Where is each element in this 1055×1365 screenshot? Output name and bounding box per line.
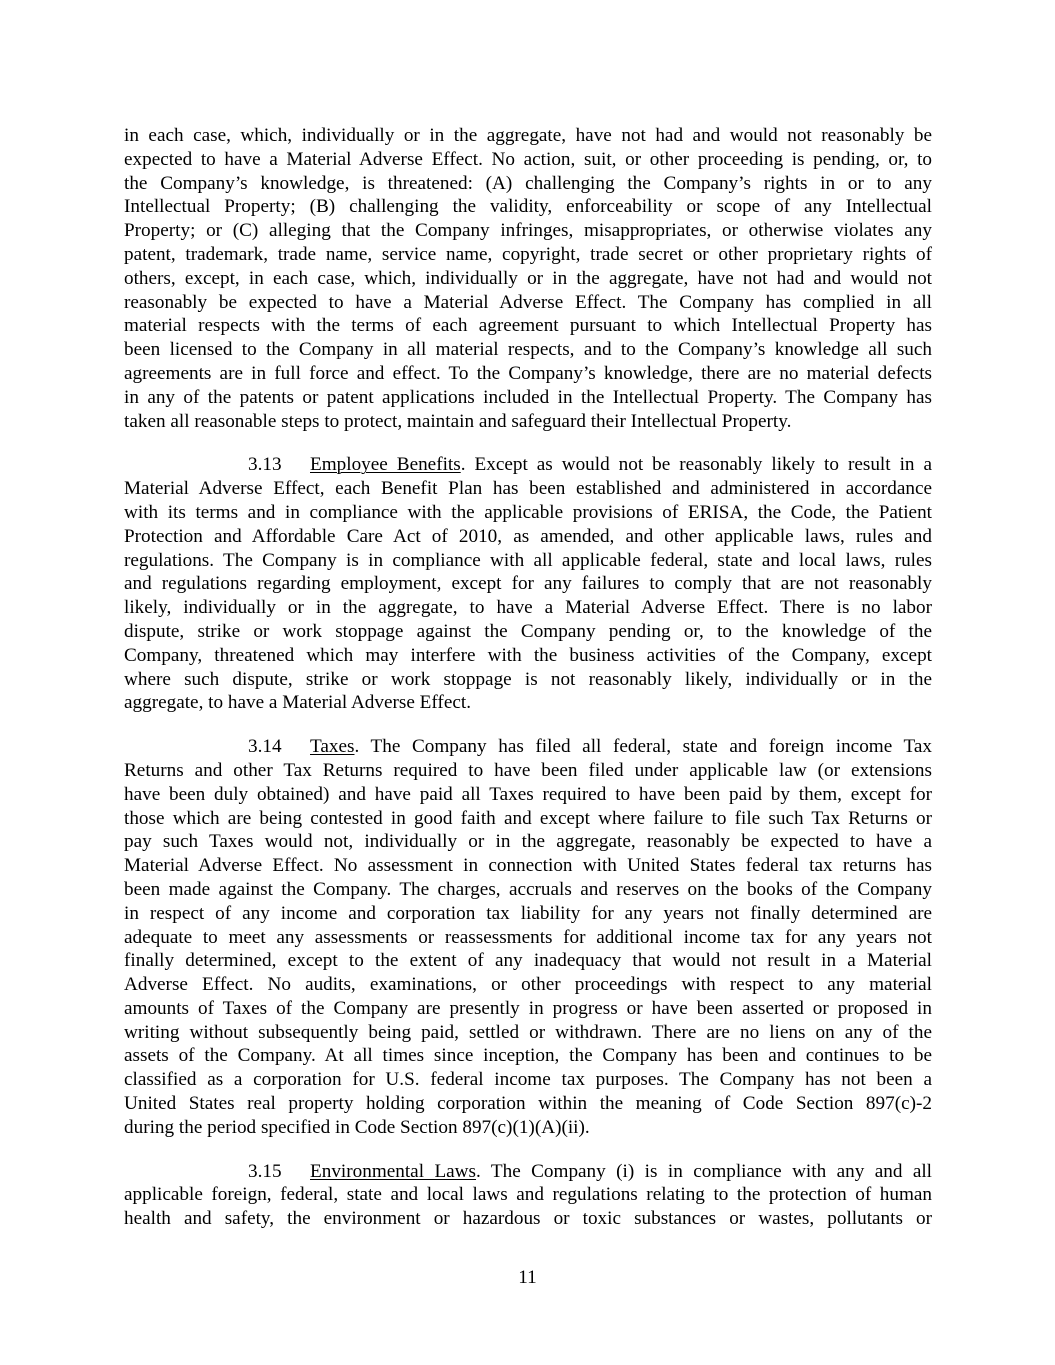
section-first-line-text: . The Company has filed all federal, state and foreign income Tax (354, 736, 932, 758)
section-title: Environmental Laws (310, 1160, 477, 1182)
text-line: material respects with the terms of each agreement pursuant to which Intellectual Property has (124, 315, 932, 337)
paragraph-ip-continuation (124, 124, 932, 433)
section-3-13-employee-benefits (124, 453, 932, 715)
text-line: aggregate, to have a Material Adverse Effect. (124, 692, 471, 714)
text-line: Protection and Affordable Care Act of 2010, as amended, and other applicable laws, rules and (124, 525, 932, 547)
text-line: taken all reasonable steps to protect, maintain and safeguard their Intellectual Property. (124, 410, 792, 432)
text-line: in respect of any income and corporation tax liability for any years not finally determined are (124, 902, 932, 924)
text-line: been licensed to the Company in all material respects, and to the Company’s knowledge all such (124, 339, 932, 361)
text-line: writing without subsequently being paid, settled or withdrawn. There are no liens on any of the (124, 1021, 932, 1043)
text-line: agreements are in full force and effect. To the Company’s knowledge, there are no material defects (124, 362, 932, 384)
text-line: Material Adverse Effect, each Benefit Plan has been established and administered in accordance (124, 478, 932, 500)
text-line: pay such Taxes would not, individually or in the aggregate, reasonably be expected to have a (124, 831, 932, 853)
section-first-line-text: . Except as would not be reasonably likely to result in a (460, 454, 932, 476)
text-line: Intellectual Property; (B) challenging the validity, enforceability or scope of any Intellectual (124, 196, 932, 218)
text-line: expected to have a Material Adverse Effect. No action, suit, or other proceeding is pending, or, to (124, 148, 932, 170)
section-number: 3.14 (248, 736, 282, 758)
section-3-15-environmental-laws (124, 1160, 932, 1231)
section-first-line (124, 735, 932, 759)
section-title: Taxes (310, 736, 355, 758)
text-line: Company, threatened which may interfere with the business activities of the Company, except (124, 644, 932, 666)
section-number: 3.13 (248, 454, 282, 476)
text-line: patent, trademark, trade name, service name, copyright, trade secret or other proprietary rights of (124, 243, 932, 265)
text-line: United States real property holding corporation within the meaning of Code Section 897(c)-2 (124, 1093, 932, 1115)
section-first-line-text: . The Company (i) is in compliance with any and all (476, 1160, 933, 1182)
paragraph-gap (124, 433, 932, 453)
text-line: applicable foreign, federal, state and local laws and regulations relating to the protection of human (124, 1184, 932, 1206)
section-first-line (124, 453, 932, 477)
text-line: with its terms and in compliance with the applicable provisions of ERISA, the Code, the Patient (124, 501, 932, 523)
text-line: Returns and other Tax Returns required to have been filed under applicable law (or extensions (124, 759, 932, 781)
text-line: dispute, strike or work stoppage against the Company pending or, to the knowledge of the (124, 620, 932, 642)
section-number: 3.15 (248, 1160, 282, 1182)
text-line: the Company’s knowledge, is threatened: (A) challenging the Company’s rights in or to any (124, 172, 932, 194)
text-line: have been duly obtained) and have paid all Taxes required to have been paid by them, except for (124, 783, 932, 805)
text-line: Material Adverse Effect. No assessment in connection with United States federal tax returns has (124, 855, 932, 877)
text-line: finally determined, except to the extent of any inadequacy that would not result in a Material (124, 950, 932, 972)
text-line: classified as a corporation for U.S. federal income tax purposes. The Company has not been a (124, 1069, 932, 1091)
text-line: during the period specified in Code Section 897(c)(1)(A)(ii). (124, 1116, 590, 1138)
paragraph-gap (124, 715, 932, 735)
text-line: Adverse Effect. No audits, examinations, or other proceedings with respect to any material (124, 974, 932, 996)
text-line: assets of the Company. At all times since inception, the Company has been and continues to be (124, 1045, 932, 1067)
text-line: reasonably be expected to have a Material Adverse Effect. The Company has complied in all (124, 291, 932, 313)
text-line: health and safety, the environment or hazardous or toxic substances or wastes, pollutants or (124, 1208, 932, 1230)
text-line: others, except, in each case, which, individually or in the aggregate, have not had and would not (124, 267, 932, 289)
section-title: Employee Benefits (310, 454, 461, 476)
text-line: regulations. The Company is in compliance with all applicable federal, state and local laws, rules (124, 549, 932, 571)
text-line: in each case, which, individually or in the aggregate, have not had and would not reasonably be (124, 125, 932, 146)
text-line: been made against the Company. The charges, accruals and reserves on the books of the Company (124, 878, 932, 900)
page-number: 11 (518, 1267, 537, 1288)
paragraph-gap (124, 1140, 932, 1160)
text-line: amounts of Taxes of the Company are presently in progress or have been asserted or proposed in (124, 997, 932, 1019)
text-line: those which are being contested in good faith and except where failure to file such Tax Returns or (124, 807, 932, 829)
text-line: adequate to meet any assessments or reassessments for additional income tax for any years not (124, 926, 932, 948)
section-3-14-taxes (124, 735, 932, 1140)
section-first-line (124, 1160, 932, 1184)
text-line: where such dispute, strike or work stoppage is not reasonably likely, individually or in the (124, 668, 932, 690)
text-line: likely, individually or in the aggregate, to have a Material Adverse Effect. There is no labor (124, 597, 932, 619)
document-body (124, 124, 932, 1231)
text-line: in any of the patents or patent applications included in the Intellectual Property. The Company has (124, 386, 932, 408)
text-line: Property; or (C) alleging that the Company infringes, misappropriates, or otherwise violates any (124, 220, 932, 242)
text-line: and regulations regarding employment, except for any failures to comply that are not reasonably (124, 573, 932, 595)
